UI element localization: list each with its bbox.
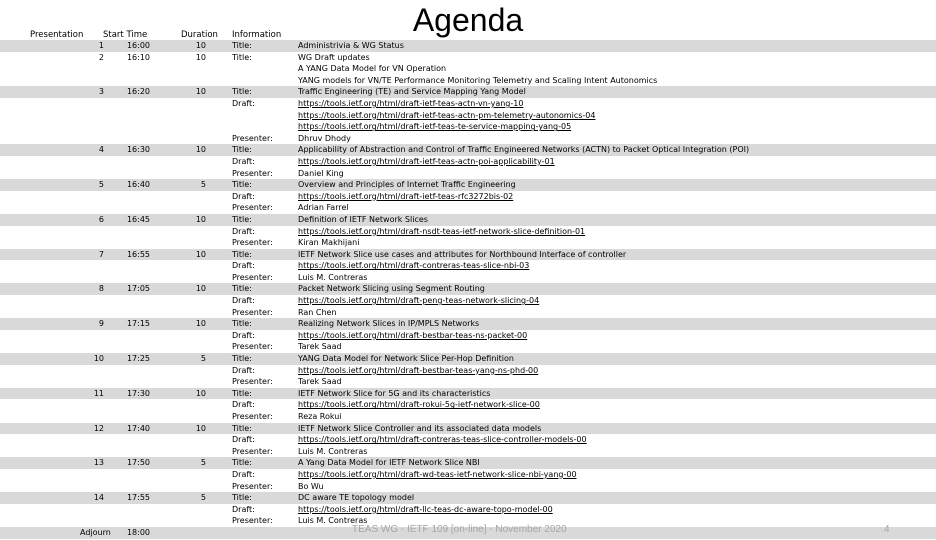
info-label: Draft: xyxy=(232,156,255,166)
draft-link[interactable]: https://tools.ietf.org/html/draft-wd-teas-ietf-network-slice-nbi-yang-00 xyxy=(298,469,577,479)
info-label: Draft: xyxy=(232,435,255,445)
info-label: Title: xyxy=(232,319,252,329)
agenda-row xyxy=(0,168,936,180)
draft-link[interactable]: https://tools.ietf.org/html/draft-llc-teas-dc-aware-topo-model-00 xyxy=(298,504,553,514)
presentation-number: Adjourn xyxy=(80,527,111,537)
page-title: Agenda xyxy=(412,2,524,38)
info-value: Packet Network Slicing using Segment Routing xyxy=(298,284,485,294)
info-label: Title: xyxy=(232,423,252,433)
agenda-row xyxy=(0,156,936,168)
agenda-row xyxy=(0,237,936,249)
start-time: 17:30 xyxy=(126,388,150,398)
info-label: Title: xyxy=(232,52,252,62)
agenda-row xyxy=(0,226,936,238)
info-label: Draft: xyxy=(232,191,255,201)
info-label: Draft: xyxy=(232,365,255,375)
info-value: Kiran Makhijani xyxy=(298,238,360,248)
info-value: A Yang Data Model for IETF Network Slice NBI xyxy=(298,458,480,468)
duration: 10 xyxy=(195,249,206,259)
agenda-row xyxy=(0,399,936,411)
info-label: Title: xyxy=(232,388,252,398)
agenda-row xyxy=(0,272,936,284)
info-label: Title: xyxy=(232,284,252,294)
info-value: Ran Chen xyxy=(298,307,337,317)
agenda-row xyxy=(0,434,936,446)
info-label: Title: xyxy=(232,180,252,190)
info-value: YANG Data Model for Network Slice Per-Hop Definition xyxy=(298,354,514,364)
info-label: Presenter: xyxy=(232,516,273,526)
footer-text: TEAS WG - IETF 109 [on-line] - November 2020 xyxy=(352,524,567,535)
info-value: Reza Rokui xyxy=(298,412,342,421)
agenda-row xyxy=(0,295,936,307)
draft-link[interactable]: https://tools.ietf.org/html/draft-ietf-teas-rfc3272bis-02 xyxy=(298,191,514,201)
info-label: Presenter: xyxy=(232,203,273,213)
info-value: Overview and Principles of Internet Traffic Engineering xyxy=(298,180,516,190)
agenda-row xyxy=(0,40,936,52)
info-value: WG Draft updates xyxy=(298,52,370,62)
info-label: Title: xyxy=(232,214,252,224)
start-time: 16:55 xyxy=(126,249,150,259)
start-time: 17:55 xyxy=(126,493,150,503)
info-label: Draft: xyxy=(232,296,255,306)
info-value: DC aware TE topology model xyxy=(298,493,415,503)
draft-link[interactable]: https://tools.ietf.org/html/draft-ietf-teas-actn-poi-applicability-01 xyxy=(298,156,555,166)
header-duration: Duration xyxy=(181,30,218,40)
start-time: 17:25 xyxy=(126,354,150,364)
agenda-row xyxy=(0,504,936,516)
duration: 10 xyxy=(195,388,206,398)
info-label: Draft: xyxy=(232,330,255,340)
agenda-row xyxy=(0,283,936,295)
presentation-number: 14 xyxy=(93,493,104,503)
presentation-number: 3 xyxy=(98,87,104,97)
info-label: Presenter: xyxy=(232,168,273,178)
agenda-row xyxy=(0,457,936,469)
info-value: Luis M. Contreras xyxy=(298,272,368,282)
info-label: Draft: xyxy=(232,400,255,410)
info-value: A YANG Data Model for VN Operation xyxy=(298,64,447,74)
agenda-row xyxy=(0,353,936,365)
info-label: Presenter: xyxy=(232,133,273,143)
presentation-number: 11 xyxy=(93,388,104,398)
page-number: 4 xyxy=(884,524,890,535)
agenda-row xyxy=(0,376,936,388)
agenda-row xyxy=(0,75,936,87)
info-label: Draft: xyxy=(232,261,255,271)
start-time: 16:10 xyxy=(126,52,150,62)
start-time: 16:30 xyxy=(126,145,150,155)
draft-link[interactable]: https://tools.ietf.org/html/draft-peng-teas-network-slicing-04 xyxy=(298,296,540,306)
info-label: Presenter: xyxy=(232,377,273,387)
info-label: Title: xyxy=(232,87,252,97)
start-time: 16:40 xyxy=(126,180,150,190)
info-value: Daniel King xyxy=(298,168,344,178)
agenda-row xyxy=(0,133,936,145)
info-label: Draft: xyxy=(232,504,255,514)
info-value: Applicability of Abstraction and Control of Traffic Engineered Networks (ACTN) to Packet Optical Integration (POI) xyxy=(298,145,750,155)
info-value: Adrian Farrel xyxy=(298,203,349,213)
info-label: Title: xyxy=(232,493,252,503)
draft-link[interactable]: https://tools.ietf.org/html/draft-ietf-teas-actn-vn-yang-10 xyxy=(298,98,524,108)
agenda-row xyxy=(0,307,936,319)
info-value: Bo Wu xyxy=(298,481,324,491)
agenda-table xyxy=(0,40,936,539)
agenda-row xyxy=(0,191,936,203)
info-value: Luis M. Contreras xyxy=(298,446,368,456)
duration: 5 xyxy=(200,458,206,468)
info-label: Presenter: xyxy=(232,307,273,317)
info-label: Draft: xyxy=(232,226,255,236)
info-label: Title: xyxy=(232,145,252,155)
info-value: Luis M. Contreras xyxy=(298,516,368,526)
info-label: Presenter: xyxy=(232,342,273,352)
info-label: Presenter: xyxy=(232,481,273,491)
draft-link[interactable]: https://tools.ietf.org/html/draft-bestbar-teas-ns-packet-00 xyxy=(298,330,528,340)
draft-link[interactable]: https://tools.ietf.org/html/draft-nsdt-teas-ietf-network-slice-definition-01 xyxy=(298,226,586,236)
info-value: IETF Network Slice Controller and its associated data models xyxy=(298,423,542,433)
agenda-row xyxy=(0,63,936,75)
info-value: Definition of IETF Network Slices xyxy=(298,214,428,224)
agenda-row xyxy=(0,481,936,493)
start-time: 16:45 xyxy=(126,214,150,224)
agenda-row xyxy=(0,341,936,353)
duration: 10 xyxy=(195,145,206,155)
start-time: 16:00 xyxy=(126,41,150,50)
presentation-number: 1 xyxy=(98,41,104,50)
agenda-row xyxy=(0,388,936,400)
presentation-number: 8 xyxy=(98,284,104,294)
duration: 10 xyxy=(195,423,206,433)
header-presentation: Presentation xyxy=(30,30,84,40)
duration: 5 xyxy=(200,354,206,364)
presentation-number: 5 xyxy=(98,180,104,190)
presentation-number: 6 xyxy=(98,214,104,224)
start-time: 17:40 xyxy=(126,423,150,433)
info-value: Traffic Engineering (TE) and Service Mapping Yang Model xyxy=(298,87,526,97)
agenda-row xyxy=(0,121,936,133)
agenda-row xyxy=(0,110,936,122)
start-time: 17:50 xyxy=(126,458,150,468)
presentation-number: 7 xyxy=(98,249,104,259)
agenda-row xyxy=(0,179,936,191)
info-label: Title: xyxy=(232,249,252,259)
duration: 5 xyxy=(200,493,206,503)
agenda-row xyxy=(0,492,936,504)
presentation-number: 12 xyxy=(93,423,104,433)
info-label: Presenter: xyxy=(232,446,273,456)
agenda-row xyxy=(0,98,936,110)
info-label: Title: xyxy=(232,41,252,50)
info-value: YANG models for VN/TE Performance Monitoring Telemetry and Scaling Intent Autonomics xyxy=(298,75,658,85)
duration: 10 xyxy=(195,284,206,294)
info-label: Draft: xyxy=(232,98,255,108)
presentation-number: 10 xyxy=(93,354,104,364)
header-information: Information xyxy=(232,30,282,40)
info-label: Presenter: xyxy=(232,238,273,248)
draft-link[interactable]: https://tools.ietf.org/html/draft-ietf-teas-te-service-mapping-yang-05 xyxy=(298,122,572,132)
info-label: Presenter: xyxy=(232,412,273,421)
duration: 10 xyxy=(195,52,206,62)
agenda-row xyxy=(0,214,936,226)
info-value: Administrivia & WG Status xyxy=(298,41,404,50)
draft-link[interactable]: https://tools.ietf.org/html/draft-bestbar-teas-yang-ns-phd-00 xyxy=(298,365,539,375)
duration: 10 xyxy=(195,214,206,224)
start-time: 18:00 xyxy=(126,527,150,537)
agenda-row xyxy=(0,260,936,272)
agenda-row xyxy=(0,144,936,156)
agenda-row xyxy=(0,330,936,342)
draft-link[interactable]: https://tools.ietf.org/html/draft-contreras-teas-slice-nbi-03 xyxy=(298,261,530,271)
info-label: Title: xyxy=(232,354,252,364)
duration: 10 xyxy=(195,87,206,97)
agenda-row xyxy=(0,411,936,423)
info-value: Tarek Saad xyxy=(298,377,342,387)
agenda-row xyxy=(0,202,936,214)
draft-link[interactable]: https://tools.ietf.org/html/draft-ietf-teas-actn-pm-telemetry-autonomics-04 xyxy=(298,110,596,120)
presentation-number: 4 xyxy=(98,145,104,155)
draft-link[interactable]: https://tools.ietf.org/html/draft-rokui-5g-ietf-network-slice-00 xyxy=(298,400,540,410)
info-value: IETF Network Slice for 5G and its characteristics xyxy=(298,388,491,398)
duration: 10 xyxy=(195,319,206,329)
info-value: Tarek Saad xyxy=(298,342,342,352)
duration: 5 xyxy=(200,180,206,190)
agenda-row xyxy=(0,469,936,481)
agenda-row xyxy=(0,249,936,261)
agenda-row xyxy=(0,423,936,435)
start-time: 17:15 xyxy=(126,319,150,329)
presentation-number: 9 xyxy=(98,319,104,329)
info-value: IETF Network Slice use cases and attributes for Northbound Interface of controller xyxy=(298,249,627,259)
agenda-row xyxy=(0,318,936,330)
agenda-row xyxy=(0,365,936,377)
duration: 10 xyxy=(195,41,206,50)
info-value: Realizing Network Slices in IP/MPLS Networks xyxy=(298,319,480,329)
presentation-number: 2 xyxy=(98,52,104,62)
agenda-row xyxy=(0,86,936,98)
header-start-time: Start Time xyxy=(103,30,148,40)
agenda-row xyxy=(0,52,936,64)
presentation-number: 13 xyxy=(93,458,104,468)
start-time: 16:20 xyxy=(126,87,150,97)
info-label: Draft: xyxy=(232,469,255,479)
info-label: Title: xyxy=(232,458,252,468)
start-time: 17:05 xyxy=(126,284,150,294)
agenda-row xyxy=(0,446,936,458)
draft-link[interactable]: https://tools.ietf.org/html/draft-contreras-teas-slice-controller-models-00 xyxy=(298,435,587,445)
info-label: Presenter: xyxy=(232,272,273,282)
info-value: Dhruv Dhody xyxy=(298,133,351,143)
